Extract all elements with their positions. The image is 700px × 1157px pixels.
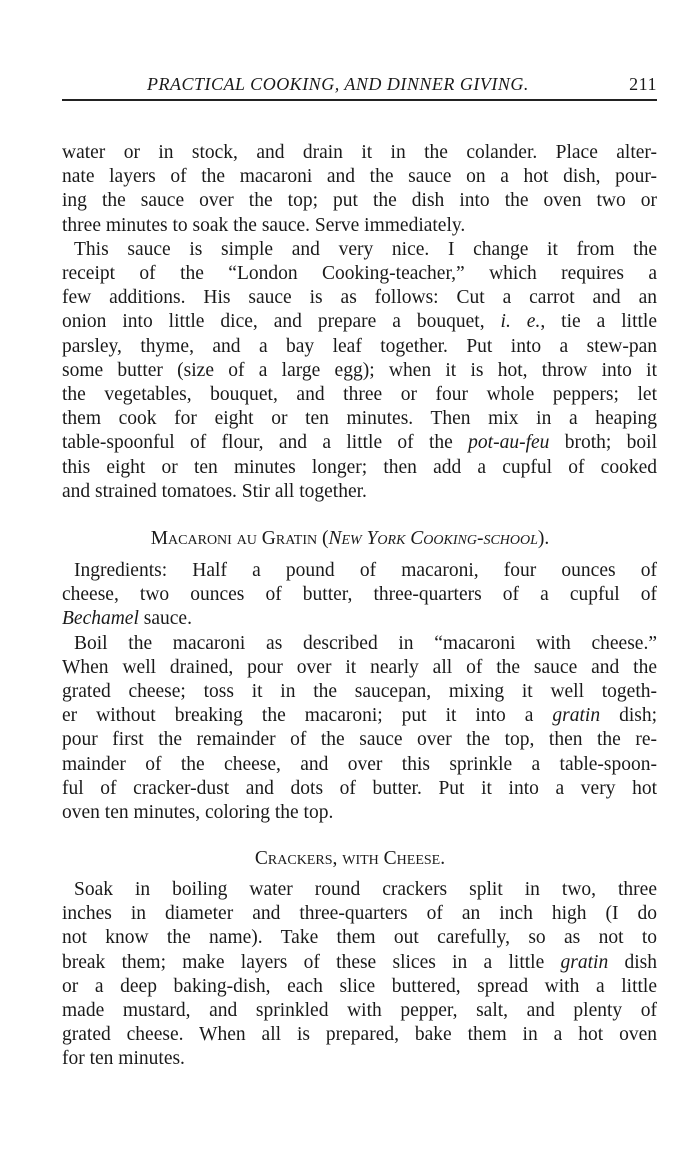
text-line: this eight or ten minutes longer; then add a cupful of cooked [62,456,657,478]
text-line: onion into little dice, and prepare a bouquet, i. e., tie a little [62,311,658,333]
text-line: for ten minutes. [62,1048,185,1070]
text-line: grated cheese; toss it in the saucepan, mixing it well togeth- [62,681,657,703]
text-line: Ingredients: Half a pound of macaroni, four ounces of [74,560,657,581]
heading-macaroni-au-gratin: Macaroni au Gratin (New York Cooking-school). [150,528,550,549]
text-line: them cook for eight or ten minutes. Then mix in a heaping [62,408,657,430]
text-line: and strained tomatoes. Stir all together. [62,480,367,502]
text-line: water or in stock, and drain it in the colander. Place alter- [62,142,657,163]
text-line: parsley, thyme, and a bay leaf together. Put into a stew-pan [62,335,657,357]
text-line: ful of cracker-dust and dots of butter. Put it into a very hot [62,777,657,799]
text-line: grated cheese. When all is prepared, bake them in a hot oven [62,1024,657,1046]
text-line: Boil the macaroni as described in “macaroni with cheese.” [74,632,657,654]
section-macaroni-sauce [62,141,657,504]
text-line: ing the sauce over the top; put the dish into the oven two or [62,190,657,212]
text-line: inches in diameter and three-quarters of an inch high (I do [62,903,657,925]
text-line: receipt of the “London Cooking-teacher,” which requires a [62,263,657,285]
text-line: Bechamel sauce. [62,608,192,630]
running-head-title: PRACTICAL COOKING, AND DINNER GIVING. [147,74,529,94]
text-line: Soak in boiling water round crackers split in two, three [74,879,657,900]
text-line: three minutes to soak the sauce. Serve immediately. [62,214,466,236]
text-line: made mustard, and sprinkled with pepper, salt, and plenty of [62,1000,657,1022]
text-line: er without breaking the macaroni; put it into a gratin dish; [62,705,657,727]
text-line: oven ten minutes, coloring the top. [62,802,334,824]
section-crackers-with-cheese [62,878,657,1072]
text-line: not know the name). Take them out carefully, so as not to [62,927,657,949]
text-line: few additions. His sauce is as follows: Cut a carrot and an [62,287,657,309]
text-line: pour first the remainder of the sauce over the top, then the re- [62,729,657,751]
header-rule [62,99,657,101]
text-line: nate layers of the macaroni and the sauce on a hot dish, pour- [62,166,657,188]
text-line: some butter (size of a large egg); when it is hot, throw into it [62,359,657,381]
text-line: This sauce is simple and very nice. I change it from the [74,238,657,260]
text-line: cheese, two ounces of butter, three-quarters of a cupful of [62,584,657,606]
text-line: mainder of the cheese, and over this sprinkle a table-spoon- [62,753,657,775]
text-line: When well drained, pour over it nearly all of the sauce and the [62,656,657,678]
heading-crackers-with-cheese: Crackers, with Cheese. [254,848,446,869]
section-macaroni-au-gratin [62,559,657,825]
text-line: break them; make layers of these slices in a little gratin dish [62,951,657,973]
text-line: the vegetables, bouquet, and three or four whole peppers; let [62,384,657,406]
running-head [62,74,657,100]
text-line: table-spoonful of flour, and a little of the pot-au-feu broth; boil [62,432,657,454]
text-line: or a deep baking-dish, each slice buttered, spread with a little [62,975,657,997]
page-number: 211 [629,74,657,94]
